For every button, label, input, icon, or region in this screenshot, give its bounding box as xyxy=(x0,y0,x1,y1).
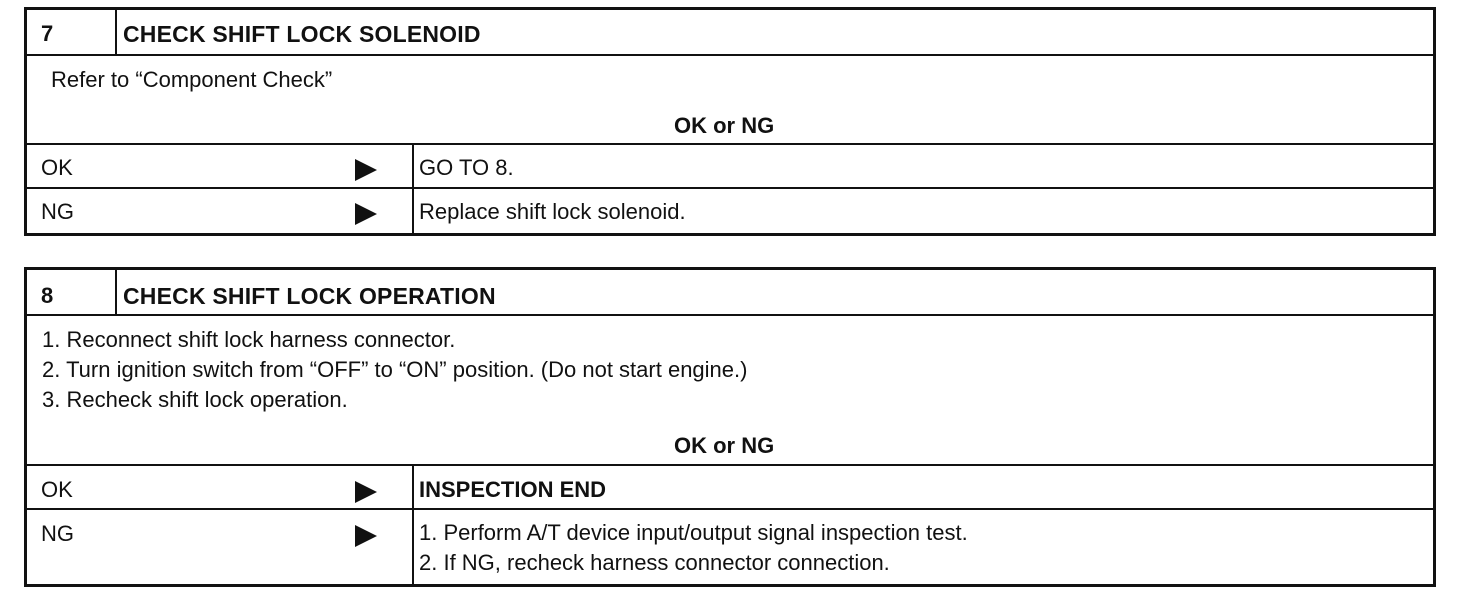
step-8-table xyxy=(24,267,1436,587)
arrow-right-icon xyxy=(355,525,377,547)
step-7-table xyxy=(24,7,1436,236)
outcome-label-ng: NG xyxy=(41,199,74,224)
instruction-line: 2. Turn ignition switch from “OFF” to “ON” position. (Do not start engine.) xyxy=(42,357,748,382)
outcome-action-ok: INSPECTION END xyxy=(419,477,607,502)
divider xyxy=(27,464,1433,466)
step-number: 7 xyxy=(41,21,54,46)
outcome-label-ok: OK xyxy=(41,477,73,502)
divider xyxy=(27,187,1433,189)
step-number: 8 xyxy=(41,283,54,308)
arrow-right-icon xyxy=(355,481,377,503)
outcome-action-ng: Replace shift lock solenoid. xyxy=(419,199,686,224)
result-label: OK or NG xyxy=(674,113,775,138)
divider xyxy=(27,143,1433,145)
divider xyxy=(27,314,1433,316)
instruction-list xyxy=(42,325,747,415)
divider xyxy=(27,54,1433,56)
arrow-right-icon xyxy=(355,159,377,181)
outcome-label-ok: OK xyxy=(41,155,73,180)
header-divider xyxy=(115,270,117,314)
action-line: 2. If NG, recheck harness connector connection. xyxy=(419,550,890,575)
result-label: OK or NG xyxy=(674,433,775,458)
step-title: CHECK SHIFT LOCK SOLENOID xyxy=(123,21,481,47)
divider xyxy=(27,508,1433,510)
step-title: CHECK SHIFT LOCK OPERATION xyxy=(123,283,496,309)
outcome-action-ng xyxy=(419,518,968,578)
instruction-line: 3. Recheck shift lock operation. xyxy=(42,387,348,412)
header-divider xyxy=(115,10,117,54)
arrow-right-icon xyxy=(355,203,377,225)
action-line: 1. Perform A/T device input/output signal inspection test. xyxy=(419,520,968,545)
outcome-action-ok: GO TO 8. xyxy=(419,155,514,180)
outcome-divider xyxy=(412,143,414,233)
instruction-line: 1. Reconnect shift lock harness connector. xyxy=(42,327,456,352)
outcome-label-ng: NG xyxy=(41,521,74,546)
instruction-line: Refer to “Component Check” xyxy=(51,67,333,92)
outcome-divider xyxy=(412,464,414,584)
